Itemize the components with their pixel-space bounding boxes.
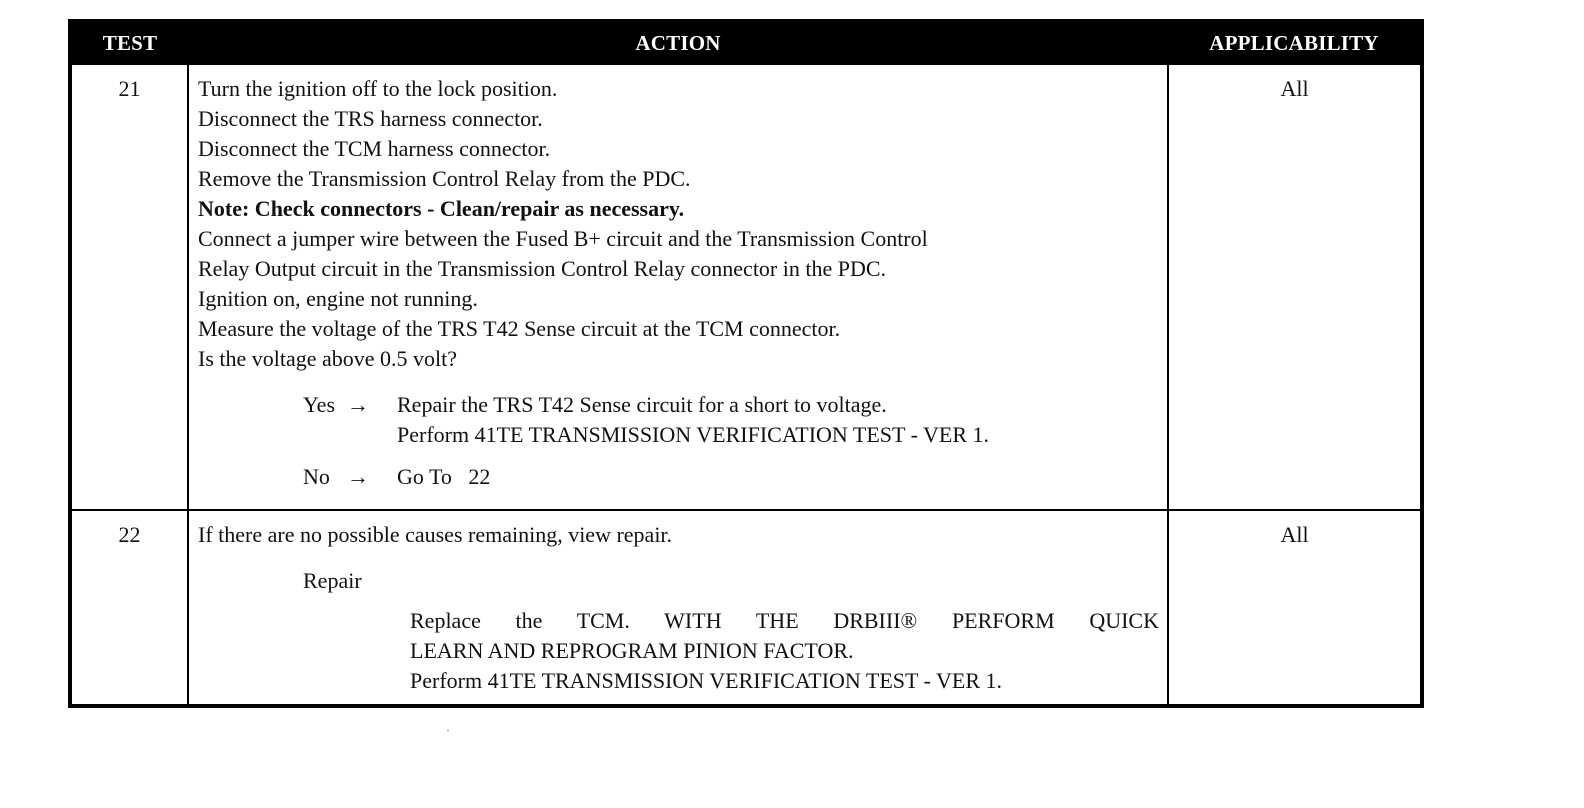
action-cell xyxy=(188,510,1168,706)
action-step: Disconnect the TRS harness connector. xyxy=(198,106,543,131)
action-step: Measure the voltage of the TRS T42 Sense circuit at the TCM connector. xyxy=(198,316,841,341)
arrow-right-icon: → xyxy=(347,464,369,489)
applicability: All xyxy=(1168,510,1422,706)
outcome-no-text: Go To 22 xyxy=(397,464,491,489)
action-note: Note: Check connectors - Clean/repair as necessary. xyxy=(198,196,685,221)
repair-label: Repair xyxy=(303,568,362,593)
table-row-test-22 xyxy=(70,510,1422,706)
repair-body xyxy=(410,606,1159,696)
outcome-yes-text: Repair the TRS T42 Sense circuit for a short to voltage. xyxy=(397,392,887,417)
applicability: All xyxy=(1168,64,1422,510)
action-step: Turn the ignition off to the lock position. xyxy=(198,76,558,101)
test-number: 22 xyxy=(70,510,188,706)
table-header-row xyxy=(70,21,1422,64)
scan-speck xyxy=(447,730,449,731)
action-question: Is the voltage above 0.5 volt? xyxy=(198,346,458,371)
header-action: ACTION xyxy=(188,21,1168,64)
action-step: Relay Output circuit in the Transmission Control Relay connector in the PDC. xyxy=(198,256,887,281)
action-step: Remove the Transmission Control Relay from the PDC. xyxy=(198,166,691,191)
action-step: Disconnect the TCM harness connector. xyxy=(198,136,551,161)
repair-text: LEARN AND REPROGRAM PINION FACTOR. xyxy=(410,638,854,663)
test-number: 21 xyxy=(70,64,188,510)
repair-text: Replace the TCM. WITH THE DRBIII® PERFORM QUICK xyxy=(410,608,1159,633)
action-step: Connect a jumper wire between the Fused B+ circuit and the Transmission Control xyxy=(198,226,928,251)
outcome-yes-label: Yes xyxy=(303,392,336,417)
action-cell xyxy=(188,64,1168,510)
action-step: Ignition on, engine not running. xyxy=(198,286,478,311)
arrow-right-icon: → xyxy=(347,392,369,417)
outcome-yes xyxy=(303,390,1159,450)
header-test: TEST xyxy=(70,21,188,64)
outcome-no-label: No xyxy=(303,464,330,489)
outcome-yes-text: Perform 41TE TRANSMISSION VERIFICATION TEST - VER 1. xyxy=(397,422,989,447)
repair-text: Perform 41TE TRANSMISSION VERIFICATION TEST - VER 1. xyxy=(410,668,1002,693)
outcome-no xyxy=(303,462,1159,492)
action-step: If there are no possible causes remaining, view repair. xyxy=(198,522,673,547)
header-applicability: APPLICABILITY xyxy=(1168,21,1422,64)
diagnostic-test-table-container xyxy=(68,19,1420,708)
table-row-test-21 xyxy=(70,64,1422,510)
diagnostic-test-table xyxy=(68,19,1424,708)
